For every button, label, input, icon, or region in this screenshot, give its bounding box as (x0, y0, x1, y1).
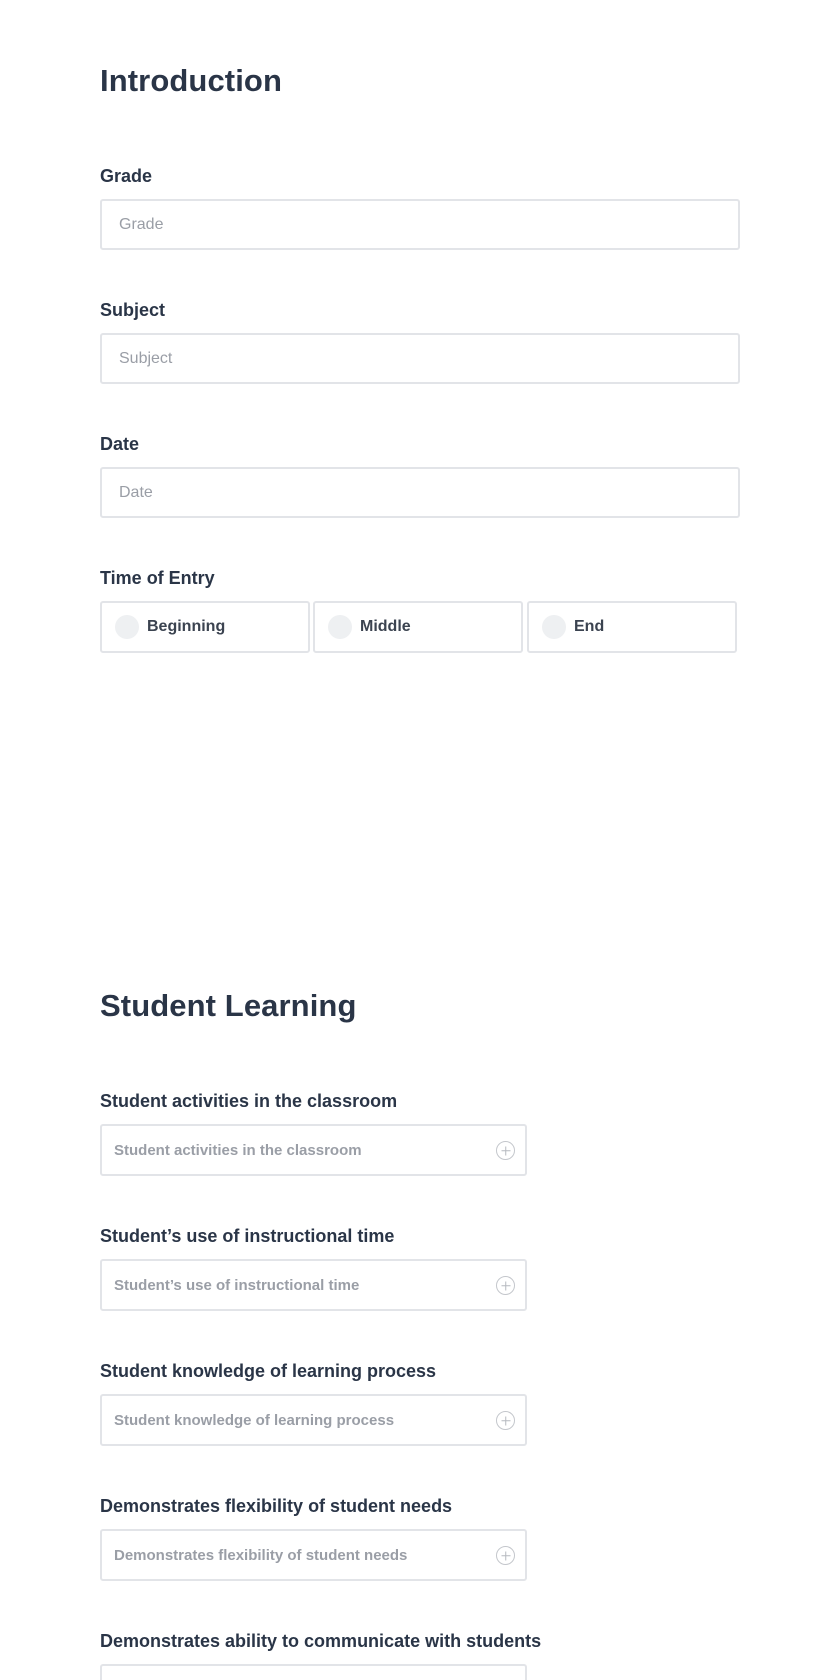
radio-label-end: End (574, 618, 605, 635)
plus-circle-icon[interactable] (496, 1141, 515, 1160)
plus-circle-icon[interactable] (496, 1276, 515, 1295)
radio-circle-icon (328, 615, 352, 639)
flexibility-placeholder: Demonstrates flexibility of student needs (114, 1546, 408, 1564)
communicate-select[interactable] (100, 1664, 527, 1680)
radio-label-beginning: Beginning (147, 618, 226, 635)
student-activities-placeholder: Student activities in the classroom (114, 1141, 362, 1159)
learning-process-label: Student knowledge of learning process (100, 1361, 437, 1381)
student-activities-select[interactable] (100, 1124, 527, 1176)
grade-label: Grade (100, 166, 153, 186)
subject-label: Subject (100, 300, 166, 320)
instructional-time-placeholder: Student’s use of instructional time (114, 1276, 360, 1294)
radio-circle-icon (115, 615, 139, 639)
date-input[interactable] (100, 467, 740, 518)
date-label: Date (100, 434, 140, 454)
learning-process-select[interactable] (100, 1394, 527, 1446)
flexibility-select[interactable] (100, 1529, 527, 1581)
student-activities-label: Student activities in the classroom (100, 1091, 398, 1111)
radio-option-end[interactable] (527, 601, 737, 653)
radio-label-middle: Middle (360, 618, 411, 635)
grade-input[interactable] (100, 199, 740, 250)
radio-circle-icon (542, 615, 566, 639)
instructional-time-select[interactable] (100, 1259, 527, 1311)
flexibility-label: Demonstrates flexibility of student needs (100, 1496, 453, 1516)
communicate-label: Demonstrates ability to communicate with students (100, 1631, 542, 1651)
student-learning-title: Student Learning (100, 988, 357, 1023)
radio-option-middle[interactable] (313, 601, 523, 653)
learning-process-placeholder: Student knowledge of learning process (114, 1411, 395, 1429)
introduction-title: Introduction (100, 63, 282, 98)
time-of-entry-label: Time of Entry (100, 568, 215, 588)
plus-circle-icon[interactable] (496, 1411, 515, 1430)
subject-input[interactable] (100, 333, 740, 384)
instructional-time-label: Student’s use of instructional time (100, 1226, 395, 1246)
plus-circle-icon[interactable] (496, 1546, 515, 1565)
radio-option-beginning[interactable] (100, 601, 310, 653)
